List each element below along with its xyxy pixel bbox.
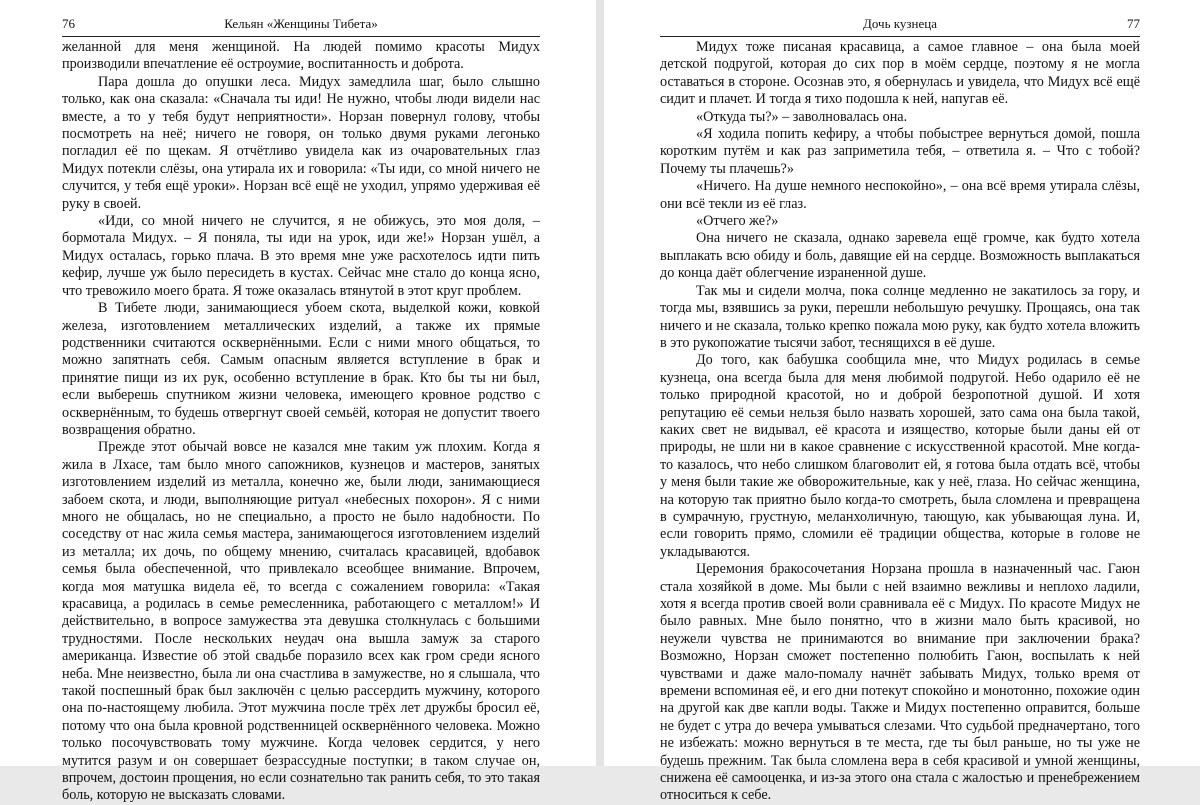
left-page [0, 0, 596, 804]
paragraph: В Тибете люди, занимающиеся убоем скота, выделкой кожи, ковкой железа, изготовлением металлических изделий, а также их прямые родственники считаются осквернёнными. Если с ними много общаться, то можно запятнать себя. Самым опасным является вступление в брак и принятие пищи из их рук, особенно вступление в брак. Кто бы ты ни был, если выберешь спутником жизни человека, имеющего кровное родство с осквернённым, то будешь отвергнут своей семьёй, которая не допустит твоего возвращения обратно. [62, 300, 540, 438]
left-page-header [62, 12, 540, 37]
paragraph: До того, как бабушка сообщила мне, что Мидух родилась в семье кузнеца, она всегда была для меня любимой подругой. Небо одарило её не только природной красотой, но и доброй безропотной душой. И хотя репутацию её семьи нельзя было назвать хорошей, зато сама она была такой, каких свет не видывал, её красота и изящество, которые были даны ей от природы, не шли ни в какое сравнение с искусственной красотой. Мне когда-то казалось, что небо слишком благоволит ей, я готова была отдать всё, чтобы у меня были такие же обворожительные, как у неё, глаза. Но сейчас женщина, на которую так приятно было когда-то смотреть, была сломлена и превращена в сумрачную, грустную, меланхоличную, тающую, как убывающая луна. И, если говорить прямо, сломили её традиции общества, которые в голове не укладываются. [660, 352, 1140, 560]
left-page-number: 76 [62, 16, 75, 31]
paragraph: «Я ходила попить кефиру, а чтобы побыстрее вернуться домой, пошла коротким путём и как раз заприметила тебя, – ответила я. – Что с тобой? Почему ты плачешь?» [660, 126, 1140, 177]
paragraph: Она ничего не сказала, однако заревела ещё громче, как будто хотела выплакать всю обиду и боль, давящие ей на сердце. Возможность выплакаться до конца даёт облегчение израненной душе. [660, 230, 1140, 282]
right-page-header [660, 12, 1140, 37]
right-page [604, 0, 1200, 804]
right-page-number: 77 [1127, 16, 1140, 31]
page-gutter [596, 0, 604, 766]
paragraph: Прежде этот обычай вовсе не казался мне таким уж плохим. Когда я жила в Лхасе, там было много сапожников, кузнецов и мастеров, занятых изготовлением изделий из металла, конечно же, были люди, занимающиеся забоем скота, и люди, выполняющие ритуал «небесных похорон». Я с ними много не общалась, но не специально, а просто не было надобности. По соседству от нас жила семья мастера, занимающегося изготовлением изделий из металла; их дочь, по общему мнению, считалась красавицей, вдобавок семья была обеспеченной, что привлекало всеобщее внимание. Впрочем, когда моя матушка видела её, то всегда с сожалением говорила: «Такая красавица, а родилась в семье ремесленника, работающего с металлом!» И действительно, в вопросе замужества эта девушка столкнулась с большими трудностями. После нескольких неудач она вышла замуж за старого американца. Известие об этой свадьбе поразило всех как гром среди ясного неба. Мне неизвестно, была ли она счастлива в замужестве, но я слышала, что такой поспешный брак был заключён с целью рассердить мужчину, которого она по-настоящему любила. Этот мужчина после трёх лет дружбы бросил её, потому что она была кровной родственницей осквернённого человека. Можно только посочувствовать тому мужчине. Когда человек сердится, у него мутится разум и он совершает безрассудные поступки; в таком случае он, впрочем, достоин прощения, но если сознательно так ранить себя, то это такая боль, которую не высказать словами. [62, 439, 540, 804]
paragraph: Так мы и сидели молча, пока солнце медленно не закатилось за гору, и тогда мы, взявшись за руки, перешли небольшую речушку. Прощаясь, она так ничего и не сказала, только крепко пожала мою руку, как будто хотела вложить в это рукопожатие тысячи забот, теснящихся в её душе. [660, 282, 1140, 351]
paragraph: желанной для меня женщиной. На людей помимо красоты Мидух производили впечатление её остроумие, воспитанность и доброта. [62, 39, 540, 73]
paragraph: «Откуда ты?» – заволновалась она. [696, 108, 908, 125]
paragraph: Мидух тоже писаная красавица, а самое главное – она была моей детской подругой, которая до сих пор в моём сердце, поэтому я не могла оставаться в стороне. Осознав это, я обернулась и увидела, что Мидух всё ещё сидит и плачет. И тогда я тихо подошла к ней, напугав её. [660, 39, 1140, 108]
right-page-body [660, 39, 1140, 805]
paragraph: Пара дошла до опушки леса. Мидух замедлила шаг, было слышно только, как она сказала: «Сначала ты иди! Не нужно, чтобы люди видели нас вместе, а то у тебя будут неприятности». Норзан повернул голову, чтобы посмотреть на неё; ничего не говоря, он только двумя руками легонько погладил её по щекам. Я отчётливо увидела как из очаровательных глаз Мидух потекли слёзы, она утирала их и говорила: «Ты иди, со мной ничего не случится, у тебя ещё уроки». Норзан всё ещё не уходил, упрямо удерживая её руку в своей. [62, 73, 540, 212]
paragraph: «Ничего. На душе немного неспокойно», – она всё время утирала слёзы, они всё текли из её глаз. [660, 178, 1140, 212]
left-page-body [62, 39, 540, 805]
paragraph: Церемония бракосочетания Норзана прошла в назначенный час. Гаюн стала хозяйкой в доме. Мы были с ней взаимно вежливы и неплохо ладили, хотя я всегда против своей воли сравнивала её с Мидух. По красоте Мидух не было равных. Мне было понятно, что в жизни мало быть красивой, но неужели чувства не принимаются во внимание при заключении брака? Возможно, Норзан сможет постепенно полюбить Гаюн, воспылать к ней чувствами и даже мало-помалу начнёт забывать Мидух, только время от времени вспоминая её, и его дни потекут спокойно и монотонно, похожие один на другой как две капли воды. Также и Мидух постепенно оправится, больше не будет с утра до вечера умываться слезами. Что судьбой предначертано, того не избежать: можно вернуться в те места, где ты был раньше, но ты уже не будешь прежним. Так была сломлена вера в себя красивой и умной женщины, снижена её самооценка, и из-за этого она стала с жалостью и пренебрежением относиться к себе. [660, 561, 1140, 804]
left-running-title: Кельян «Женщины Тибета» [224, 16, 378, 31]
right-running-title: Дочь кузнеца [863, 16, 937, 31]
paragraph: «Иди, со мной ничего не случится, я не обижусь, это моя доля, – бормотала Мидух. – Я поняла, ты иди на урок, иди же!» Норзан ушёл, а Мидух осталась, горько плача. В это время мне уже расхотелось идти пить кефир, лучше уж было пересидеть в кустах. Сейчас мне стало до конца ясно, что тревожило моего брата. Я тоже оказалась втянутой в этот круг проблем. [62, 213, 540, 299]
paragraph: «Отчего же?» [696, 213, 779, 230]
